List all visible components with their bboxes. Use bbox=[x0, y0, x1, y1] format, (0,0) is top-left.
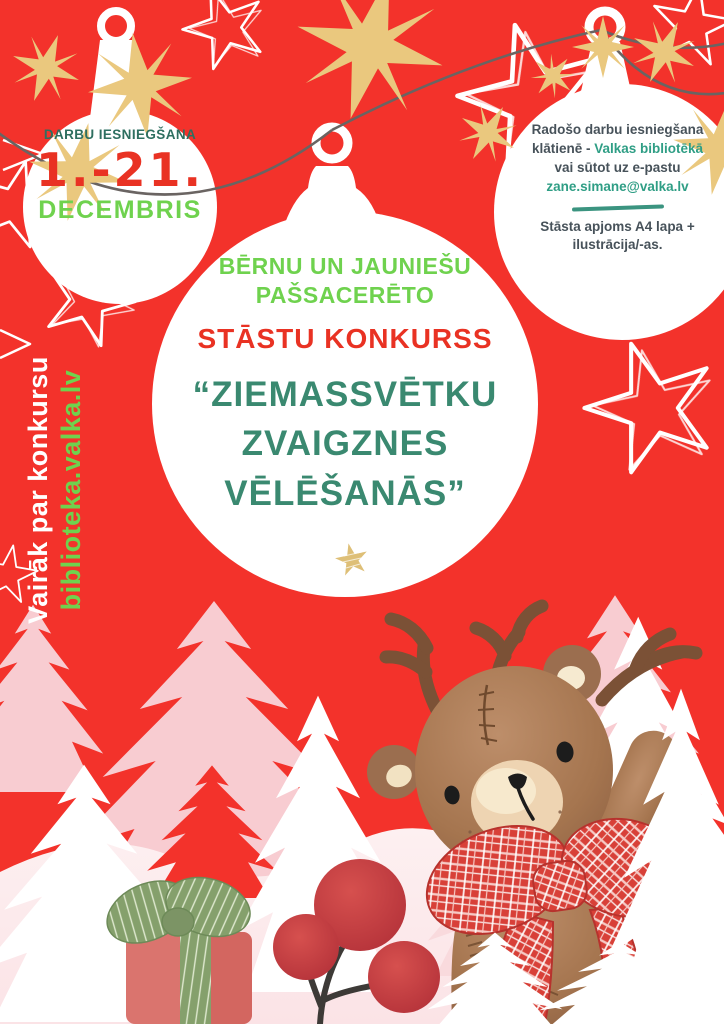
main-ornament bbox=[155, 252, 535, 519]
deadline-ornament bbox=[23, 127, 217, 225]
contest-type: STĀSTU KONKURSS bbox=[197, 322, 493, 354]
more-info-label: Vairāk par konkursu bbox=[23, 356, 53, 624]
brush-divider bbox=[571, 204, 663, 211]
website-url: biblioteka.valka.lv bbox=[55, 369, 86, 611]
deadline-dates: 1.-21. bbox=[35, 143, 205, 197]
library-name: Valkas bibliotēkā bbox=[594, 140, 704, 156]
contact-email: zane.simane@valka.lv bbox=[546, 178, 689, 194]
contest-title bbox=[155, 370, 535, 519]
audience-line1: BĒRNU UN JAUNIEŠU bbox=[218, 253, 472, 279]
info-line3: vai sūtot uz e-pastu bbox=[554, 159, 681, 175]
deadline-month: DECEMBRIS bbox=[38, 195, 202, 224]
info-ornament bbox=[505, 121, 724, 255]
info-line2-prefix: klātienē - bbox=[531, 140, 595, 156]
note-line2: ilustrācija/-as. bbox=[572, 237, 663, 253]
info-line2 bbox=[505, 140, 724, 159]
sidebar-vertical-text bbox=[22, 330, 112, 650]
title-line2: ZVAIGZNES bbox=[241, 424, 449, 464]
note-line1: Stāsta apjoms A4 lapa + bbox=[540, 218, 695, 234]
audience-line2: PAŠSACERĒTO bbox=[255, 281, 435, 308]
info-line1: Radošo darbu iesniegšana bbox=[531, 122, 704, 137]
deadline-heading: DARBU IESNIEGŠANA bbox=[43, 127, 197, 142]
title-line1: “ZIEMASSVĒTKU bbox=[192, 374, 498, 414]
title-line3: VĒLĒŠANĀS” bbox=[224, 473, 466, 513]
